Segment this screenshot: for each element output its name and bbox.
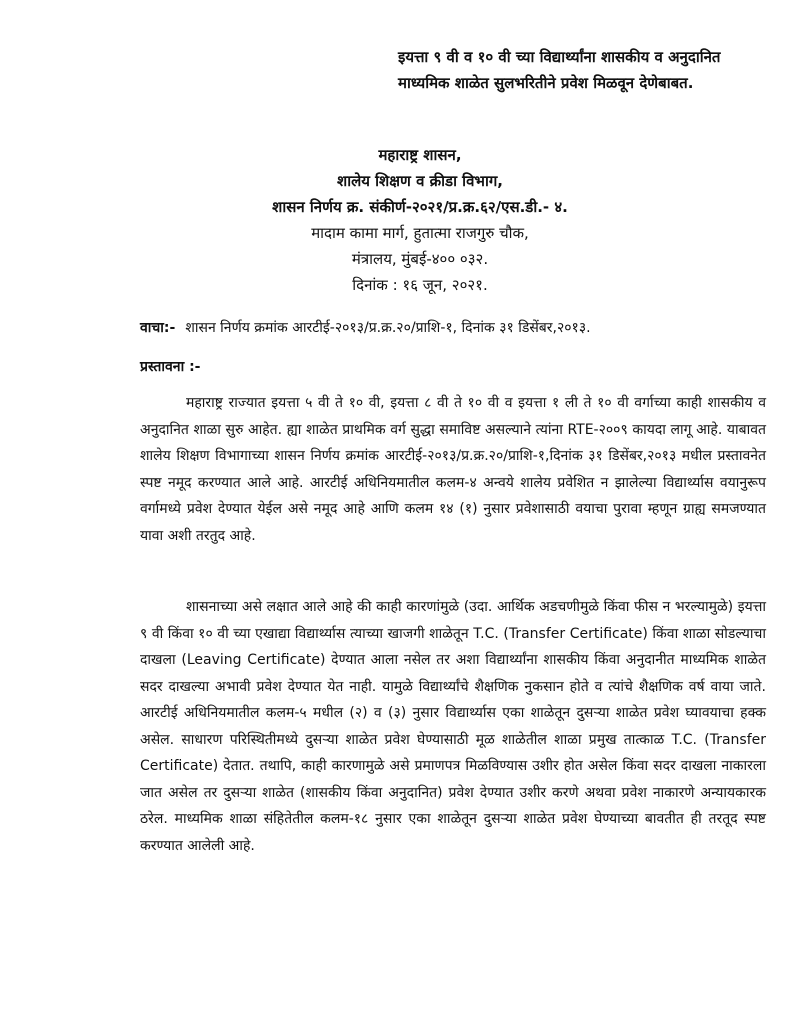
reference-line: [140, 318, 740, 338]
subject-title: इयत्ता ९ वी व १० वी च्या विद्यार्थ्यांना शासकीय व अनुदानित माध्यमिक शाळेत सुलभरितीने प्रवेश मिळवून देणेबाबत.: [398, 48, 721, 92]
department-name: शालेय शिक्षण व क्रीडा विभाग,: [337, 172, 503, 190]
address-line-2: मंत्रालय, मुंबई-४०० ०३२.: [351, 250, 489, 268]
preamble-paragraph-1: महाराष्ट्र राज्यात इयत्ता ५ वी ते १० वी, इयत्ता ८ वी ते १० वी व इयत्ता १ ली ते १० वी वर्गाच्या काही शासकीय व अनुदानित शाळा सुरु आहेत. ह्या शाळेत प्राथमिक वर्ग सुद्धा समाविष्ट असल्याने त्यांना RTE-२००९ कायदा लागू आहे. याबावत शालेय शिक्षण विभागाच्या शासन निर्णय क्रमांक आरटीई-२०१३/प्र.क्र.२०/प्राशि-१,दिनांक ३१ डिसेंबर,२०१३ मधील प्रस्तावनेत स्पष्ट नमूद करण्यात आले आहे. आरटीई अधिनियमातील कलम-४ अन्वये शालेय प्रवेशित न झालेल्या विद्यार्थ्यास वयानुरूप वर्गामध्ये प्रवेश देण्यात येईल असे नमूद आहे आणि कलम १४ (१) नुसार प्रवेशासाठी वयाचा पुरावा म्हणून ग्राह्य समजण्यात यावा अशी तरतुद आहे.: [140, 395, 766, 544]
preamble-label: प्रस्तावना :-: [140, 359, 201, 375]
reference-text: शासन निर्णय क्रमांक आरटीई-२०१३/प्र.क्र.२०/प्राशि-१, दिनांक ३१ डिसेंबर,२०१३.: [185, 320, 591, 336]
gr-header: [240, 142, 600, 298]
reference-label: वाचा:-: [140, 320, 176, 336]
address-line-1: मादाम कामा मार्ग, हुतात्मा राजगुरु चौक,: [311, 224, 529, 242]
gr-number: शासन निर्णय क्र. संकीर्ण-२०२१/प्र.क्र.६२/एस.डी.- ४.: [272, 198, 568, 216]
preamble-paragraph-2: शासनाच्या असे लक्षात आले आहे की काही कारणांमुळे (उदा. आर्थिक अडचणीमुळे किंवा फीस न भरल्यामुळे) इयत्ता ९ वी किंवा १० वी च्या एखाद्या विद्यार्थ्यास त्याच्या खाजगी शाळेतून T.C. (Transfer Certificate) किंवा शाळा सोडल्याचा दाखला (Leaving Certificate) देण्यात आला नसेल तर अशा विद्यार्थ्यांना शासकीय किंवा अनुदानीत माध्यमिक शाळेत सदर दाखल्या अभावी प्रवेश देण्यात येत नाही. यामुळे विद्यार्थ्यांचे शैक्षणिक नुकसान होते व त्यांचे शैक्षणिक वर्ष वाया जाते. आरटीई अधिनियमातील कलम-५ मधील (२) व (३) नुसार विद्यार्थ्यास एका शाळेतून दुसऱ्या शाळेत प्रवेश घ्यावयाचा हक्क असेल. साधारण परिस्थितीमध्ये दुसऱ्या शाळेत प्रवेश घेण्यासाठी मूळ शाळेतील शाळा प्रमुख तात्काळ T.C. (Transfer Certificate) देतात. तथापि, काही कारणामुळे असे प्रमाणपत्र मिळविण्यास उशीर होत असेल किंवा सदर दाखला नाकारला जात असेल तर दुसऱ्या शाळेत (शासकीय किंवा अनुदानित) प्रवेश देण्यात उशीर करणे अथवा प्रवेश नाकारणे अन्यायकारक ठरेल. माध्यमिक शाळा संहितेतील कलम-१८ नुसार एका शाळेतून दुसऱ्या शाळेत प्रवेश घेण्याच्या बावतीत ही तरतूद स्पष्ट करण्यात आलेली आहे.: [140, 599, 766, 854]
government-name: महाराष्ट्र शासन,: [378, 146, 462, 164]
gr-date: दिनांक : १६ जून, २०२१.: [352, 276, 488, 294]
